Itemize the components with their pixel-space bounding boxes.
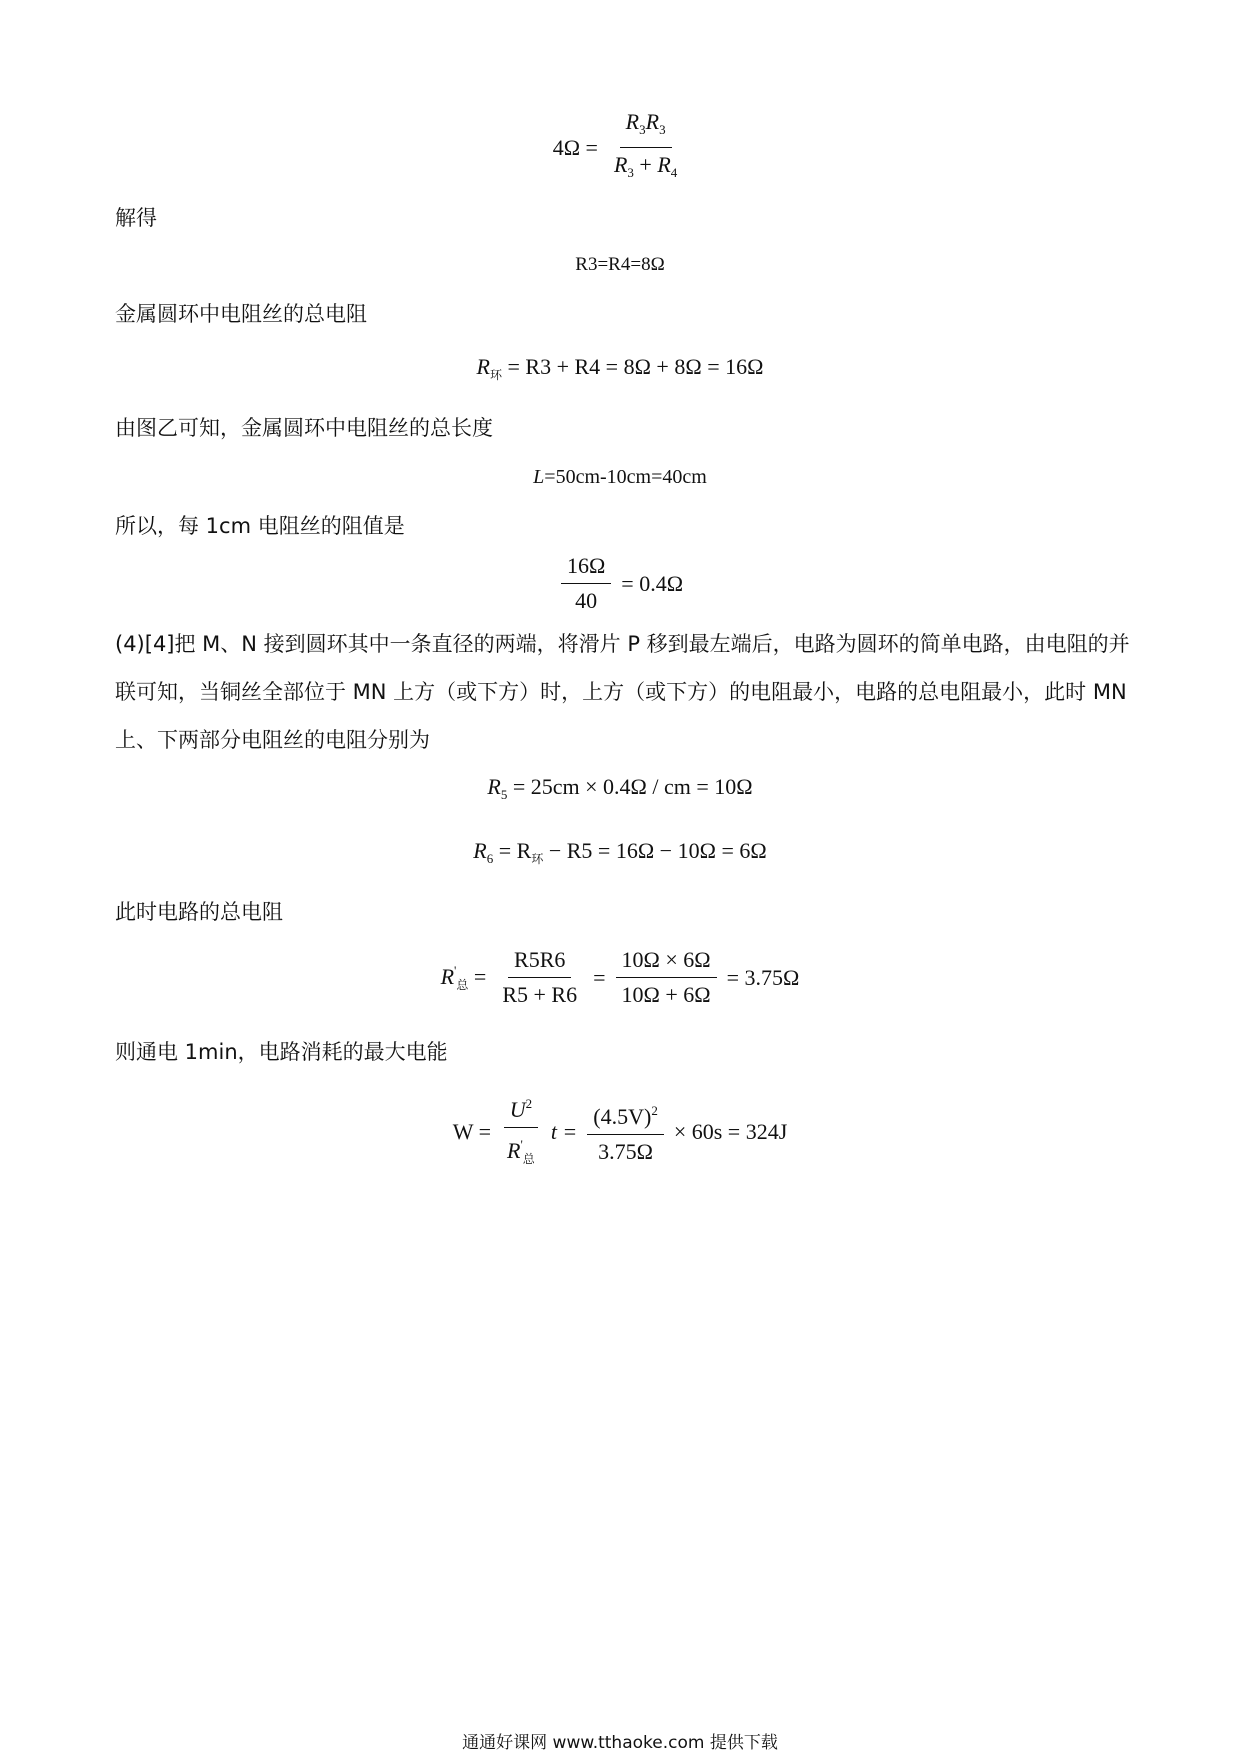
equation-length (0, 466, 1240, 489)
eq1-den-var: R (613, 152, 628, 177)
eq8-sup: ' (454, 962, 457, 978)
eq4-rest: =50cm-10cm=40cm (544, 466, 707, 488)
eq9-f2-num: (4.5V) (593, 1104, 652, 1129)
eq1-plus: + (639, 152, 652, 177)
eq9-t: t = (550, 1118, 578, 1144)
eq5-den: 40 (575, 588, 598, 613)
eq9-f2-den: 3.75Ω (598, 1139, 653, 1164)
eq8-var: R (440, 963, 455, 989)
eq8-f1-num: R5R6 (508, 946, 571, 978)
eq9-fraction-1 (501, 1090, 541, 1173)
eq9-f1-den-sub: 总 (522, 1152, 535, 1166)
eq9-f1-den: R (507, 1138, 521, 1163)
eq9-fraction-2 (587, 1097, 664, 1166)
eq8-fraction-1 (496, 946, 583, 1009)
eq1-num-sub: 3 (639, 122, 646, 137)
eq3-var: R (476, 354, 490, 379)
eq1-den-sub: 3 (627, 165, 634, 180)
eq8-rhs: = 3.75Ω (726, 964, 800, 990)
text-jiede: 解得 (115, 206, 157, 230)
eq8-f2-num: 10Ω × 6Ω (616, 946, 717, 978)
eq1-den-sub: 4 (670, 165, 678, 180)
eq9-f2-num-sup: 2 (651, 1103, 658, 1118)
text-length-label: 由图乙可知，金属圆环中电阻丝的总长度 (115, 416, 493, 440)
text-ring-total-label: 金属圆环中电阻丝的总电阻 (115, 302, 367, 326)
eq9-f1-num-sup: 2 (525, 1096, 533, 1111)
eq1-lhs: 4Ω = (552, 134, 598, 160)
eq9-rhs: × 60s = 324J (673, 1118, 788, 1144)
eq8-lhs: $R'_总$ = (440, 962, 487, 992)
eq4-var: L (533, 466, 545, 488)
eq1-num-sub: 3 (659, 122, 666, 137)
eq5-num: 16Ω (561, 552, 611, 584)
eq6-var: R (487, 774, 501, 799)
eq7-mid: = R (498, 838, 532, 863)
eq6-rhs: = 25cm × 0.4Ω / cm = 10Ω (512, 774, 753, 799)
eq5-fraction (561, 552, 611, 615)
eq8-sub: 总 (456, 977, 469, 992)
eq6-sub: 5 (500, 787, 508, 802)
equation-r3-r4: R3=R4=8Ω (575, 254, 665, 275)
equation-total-resistance (0, 946, 1240, 1009)
text-energy-label: 则通电 1min，电路消耗的最大电能 (115, 1040, 448, 1064)
equation-energy (0, 1090, 1240, 1173)
page-footer: 通通好课网 www.tthaoke.com 提供下载 (462, 1733, 778, 1753)
eq8-f2-den: 10Ω + 6Ω (621, 982, 711, 1007)
eq7-rhs: − R5 = 16Ω − 10Ω = 6Ω (548, 838, 767, 863)
eq8-equals: = (593, 964, 606, 990)
eq9-f1-num: U (509, 1097, 526, 1122)
eq5-rhs: = 0.4Ω (621, 570, 684, 596)
equation-parallel-resistance (0, 108, 1240, 187)
eq3-sub: 环 (490, 368, 503, 382)
eq3-rhs: = R3 + R4 = 8Ω + 8Ω = 16Ω (507, 354, 764, 379)
eq7-mid-sub: 环 (531, 852, 544, 866)
eq9-lhs: W = (452, 1118, 491, 1144)
eq1-num-var: R (645, 109, 660, 134)
eq8-f1-den: R5 + R6 (502, 982, 578, 1007)
text-per-cm-label: 所以，每 1cm 电阻丝的阻值是 (115, 514, 405, 538)
eq9-f1-den-sup: ' (520, 1137, 523, 1152)
equation-per-cm (0, 552, 1240, 615)
eq1-den-var: R (657, 152, 671, 177)
eq8-fraction-2 (616, 946, 717, 1009)
text-part4-paragraph: (4)[4]把 M、N 接到圆环其中一条直径的两端，将滑片 P 移到最左端后，电路为圆环的简单电路，由电阻的并联可知，当铜丝全部位于 MN 上方（或下方）时，上方（或下方）的电阻最小，电路的总电阻最小，此时 MN 上、下两部分电阻丝的电阻分别为 (115, 632, 1130, 752)
equation-ring-total (0, 354, 1240, 383)
eq1-fraction (608, 108, 683, 187)
equation-r5 (0, 774, 1240, 803)
eq7-var: R (473, 838, 487, 863)
eq7-sub: 6 (486, 851, 494, 866)
eq1-num-var: R (625, 109, 640, 134)
text-total-res-label: 此时电路的总电阻 (115, 900, 283, 924)
equation-r6 (0, 838, 1240, 867)
